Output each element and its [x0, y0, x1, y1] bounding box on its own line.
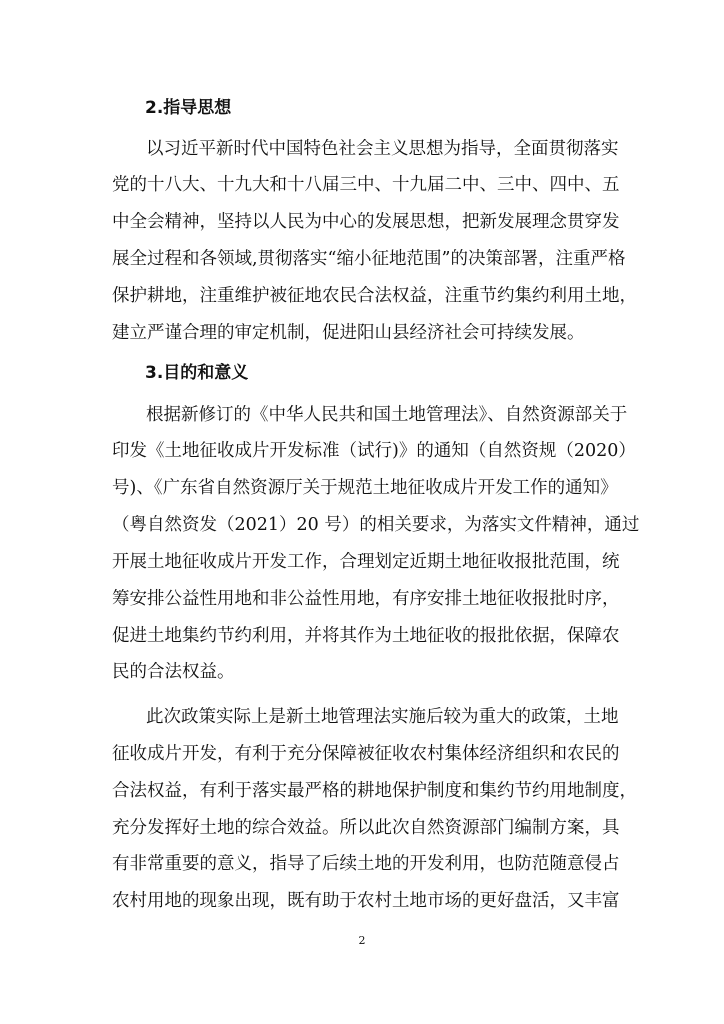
paragraph-line: 以习近平新时代中国特色社会主义思想为指导，全面贯彻落实: [146, 139, 619, 159]
section-heading-purpose-significance: 3.目的和意义: [145, 363, 249, 383]
paragraph-line: （粤自然资发（2021）20 号）的相关要求，为落实文件精神，通过: [112, 515, 640, 535]
paragraph-line: 根据新修订的《中华人民共和国土地管理法》、自然资源部关于: [146, 405, 628, 425]
paragraph-line: 印发《土地征收成片开发标准（试行)》的通知（自然资规（2020）: [112, 441, 636, 461]
paragraph-line: 农村用地的现象出现，既有助于农村土地市场的更好盘活，又丰富: [112, 891, 620, 911]
paragraph-line: 合法权益，有利于落实最严格的耕地保护制度和集约节约用地制度，: [112, 781, 637, 801]
page-number: 2: [358, 934, 366, 947]
paragraph-line: 充分发挥好土地的综合效益。所以此次自然资源部门编制方案，具: [112, 818, 620, 838]
paragraph-line: 建立严谨合理的审定机制，促进阳山县经济社会可持续发展。: [112, 323, 585, 343]
paragraph-line: 展全过程和各领域,贯彻落实“缩小征地范围”的决策部署，注重严格: [112, 249, 626, 269]
paragraph-line: 民的合法权益。: [112, 662, 235, 682]
paragraph-line: 中全会精神，坚持以人民为中心的发展思想，把新发展理念贯穿发: [112, 212, 620, 232]
paragraph-line: 开展土地征收成片开发工作，合理划定近期土地征收报批范围，统: [112, 552, 620, 572]
paragraph-line: 保护耕地，注重维护被征地农民合法权益，注重节约集约利用土地，: [112, 286, 637, 306]
section-heading-guiding-ideology: 2.指导思想: [145, 98, 232, 118]
paragraph-line: 征收成片开发，有利于充分保障被征收农村集体经济组织和农民的: [112, 744, 620, 764]
paragraph-line: 号)、《广东省自然资源厅关于规范土地征收成片开发工作的通知》: [112, 478, 618, 498]
paragraph-line: 此次政策实际上是新土地管理法实施后较为重大的政策，土地: [146, 707, 619, 727]
paragraph-line: 有非常重要的意义，指导了后续土地的开发利用，也防范随意侵占: [112, 854, 620, 874]
paragraph-line: 促进土地集约节约利用，并将其作为土地征收的报批依据，保障农: [112, 626, 620, 646]
paragraph-line: 筹安排公益性用地和非公益性用地，有序安排土地征收报批时序，: [112, 589, 620, 609]
paragraph-line: 党的十八大、十九大和十八届三中、十九届二中、三中、四中、五: [112, 175, 620, 195]
